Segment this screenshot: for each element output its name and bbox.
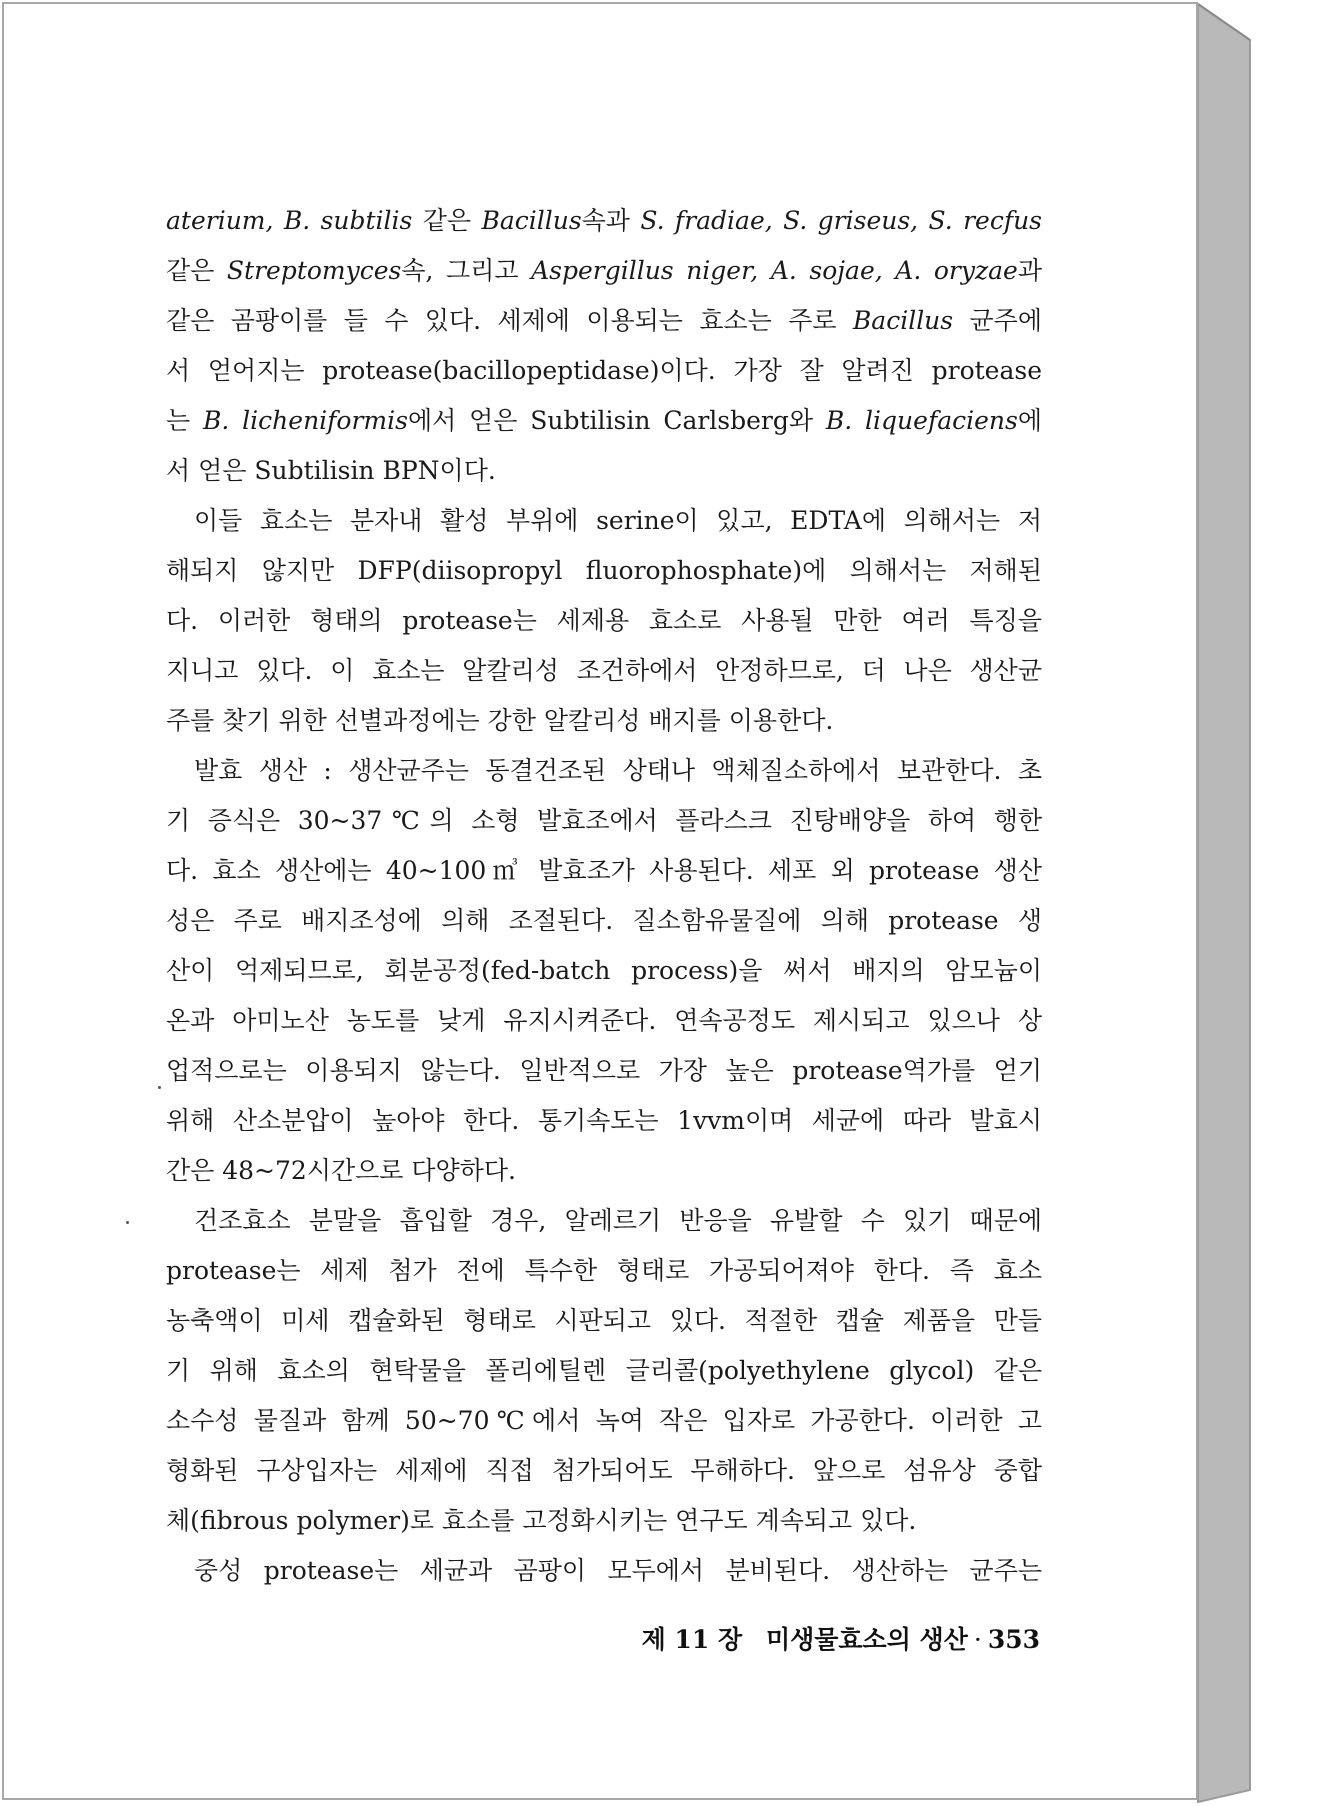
text-line <box>166 1046 1042 1096</box>
text-run: 서 얻은 Subtilisin BPN이다. <box>166 456 496 485</box>
text-line <box>166 396 1042 446</box>
text-run: 다. 이러한 형태의 protease는 세제용 효소로 사용될 만한 여러 특징을 <box>166 606 1042 635</box>
text-run: 해되지 않지만 DFP(diisopropyl fluorophosphate)에 의해서는 저해된 <box>166 556 1042 585</box>
text-line <box>166 1196 1042 1246</box>
page-number: 353 <box>987 1625 1040 1654</box>
text-line <box>166 1396 1042 1446</box>
text-line <box>166 1496 1042 1546</box>
italic-text: Aspergillus niger, A. sojae, A. oryzae <box>531 256 1018 285</box>
text-run: 건조효소 분말을 흡입할 경우, 알레르기 반응을 유발할 수 있기 때문에 <box>194 1206 1042 1235</box>
scan-speck <box>126 1221 129 1224</box>
text-line <box>166 746 1042 796</box>
text-run: 서 얻어지는 protease(bacillopeptidase)이다. 가장 잘 알려진 protease <box>166 356 1042 385</box>
text-run: 같은 <box>166 256 227 285</box>
text-line <box>166 1546 1042 1596</box>
text-line <box>166 346 1042 396</box>
text-run: 이들 효소는 분자내 활성 부위에 serine이 있고, EDTA에 의해서는 저 <box>194 506 1042 535</box>
text-run: 에서 얻은 Subtilisin Carlsberg와 <box>407 406 826 435</box>
chapter-label: 제 11 장 <box>641 1625 743 1654</box>
italic-text: Bacillus <box>852 306 954 335</box>
text-line <box>166 1146 1042 1196</box>
text-line <box>166 446 1042 496</box>
text-run: 농축액이 미세 캡슐화된 형태로 시판되고 있다. 적절한 캡슐 제품을 만들 <box>166 1306 1042 1335</box>
text-line <box>166 896 1042 946</box>
text-line <box>166 846 1042 896</box>
text-run: 발효 생산 : 생산균주는 동결건조된 상태나 액체질소하에서 보관한다. 초 <box>194 756 1042 785</box>
italic-text: B. liquefaciens <box>825 406 1018 435</box>
text-line <box>166 646 1042 696</box>
text-run: 균주에 <box>953 306 1042 335</box>
body-text <box>166 196 1042 1596</box>
text-run: protease는 세제 첨가 전에 특수한 형태로 가공되어져야 한다. 즉 효소 <box>166 1256 1042 1285</box>
text-line <box>166 196 1042 246</box>
text-run: 중성 protease는 세균과 곰팡이 모두에서 분비된다. 생산하는 균주는 <box>194 1556 1042 1585</box>
text-line <box>166 296 1042 346</box>
text-run: 지니고 있다. 이 효소는 알칼리성 조건하에서 안정하므로, 더 나은 생산균 <box>166 656 1042 685</box>
text-run: 기 위해 효소의 현탁물을 폴리에틸렌 글리콜(polyethylene glycol) 같은 <box>166 1356 1042 1385</box>
text-line <box>166 1096 1042 1146</box>
text-line <box>166 796 1042 846</box>
text-run: 형화된 구상입자는 세제에 직접 첨가되어도 무해하다. 앞으로 섬유상 중합 <box>166 1456 1042 1485</box>
italic-text: Bacillus <box>481 206 582 235</box>
text-line <box>166 596 1042 646</box>
text-run: 주를 찾기 위한 선별과정에는 강한 알칼리성 배지를 이용한다. <box>166 706 834 735</box>
text-run: 성은 주로 배지조성에 의해 조절된다. 질소함유물질에 의해 protease 생 <box>166 906 1042 935</box>
text-run: 에 <box>1017 406 1042 435</box>
text-run: 는 <box>166 406 204 435</box>
text-run: 위해 산소분압이 높아야 한다. 통기속도는 1vvm이며 세균에 따라 발효시 <box>166 1106 1042 1135</box>
text-line <box>166 246 1042 296</box>
text-run: 소수성 물질과 함께 50~70℃에서 녹여 작은 입자로 가공한다. 이러한 고 <box>166 1406 1042 1435</box>
text-run: 같은 곰팡이를 들 수 있다. 세제에 이용되는 효소는 주로 <box>166 306 853 335</box>
chapter-title: 미생물효소의 생산 <box>765 1625 968 1654</box>
text-run: 간은 48~72시간으로 다양하다. <box>166 1156 516 1185</box>
text-run: 속, 그리고 <box>401 256 532 285</box>
text-run: 과 <box>1017 256 1042 285</box>
text-run: 기 증식은 30~37℃의 소형 발효조에서 플라스크 진탕배양을 하여 행한 <box>166 806 1042 835</box>
text-run: 같은 <box>422 206 482 235</box>
text-run: 속과 <box>581 206 641 235</box>
text-run: 체(fibrous polymer)로 효소를 고정화시키는 연구도 계속되고 있다. <box>166 1506 917 1535</box>
text-line <box>166 1346 1042 1396</box>
text-line <box>166 496 1042 546</box>
italic-text: S. fradiae, S. griseus, S. recfus <box>640 206 1043 235</box>
text-line <box>166 946 1042 996</box>
italic-text: Streptomyces <box>226 256 402 285</box>
text-line <box>166 996 1042 1046</box>
text-run: 온과 아미노산 농도를 낮게 유지시켜준다. 연속공정도 제시되고 있으나 상 <box>166 1006 1042 1035</box>
text-run: 산이 억제되므로, 회분공정(fed-batch process)을 써서 배지의 암모늄이 <box>166 956 1042 985</box>
text-line <box>166 696 1042 746</box>
text-run: 업적으로는 이용되지 않는다. 일반적으로 가장 높은 protease역가를 얻기 <box>166 1056 1042 1085</box>
text-line <box>166 1446 1042 1496</box>
text-line <box>166 1246 1042 1296</box>
scan-speck <box>158 1086 161 1089</box>
italic-text: aterium, B. subtilis <box>166 206 423 235</box>
footer-separator: · <box>973 1625 982 1654</box>
running-footer <box>640 1620 1040 1656</box>
italic-text: B. licheniformis <box>203 406 408 435</box>
text-line <box>166 1296 1042 1346</box>
text-run: 다. 효소 생산에는 40~100㎥ 발효조가 사용된다. 세포 외 protease 생산 <box>166 856 1042 885</box>
text-line <box>166 546 1042 596</box>
